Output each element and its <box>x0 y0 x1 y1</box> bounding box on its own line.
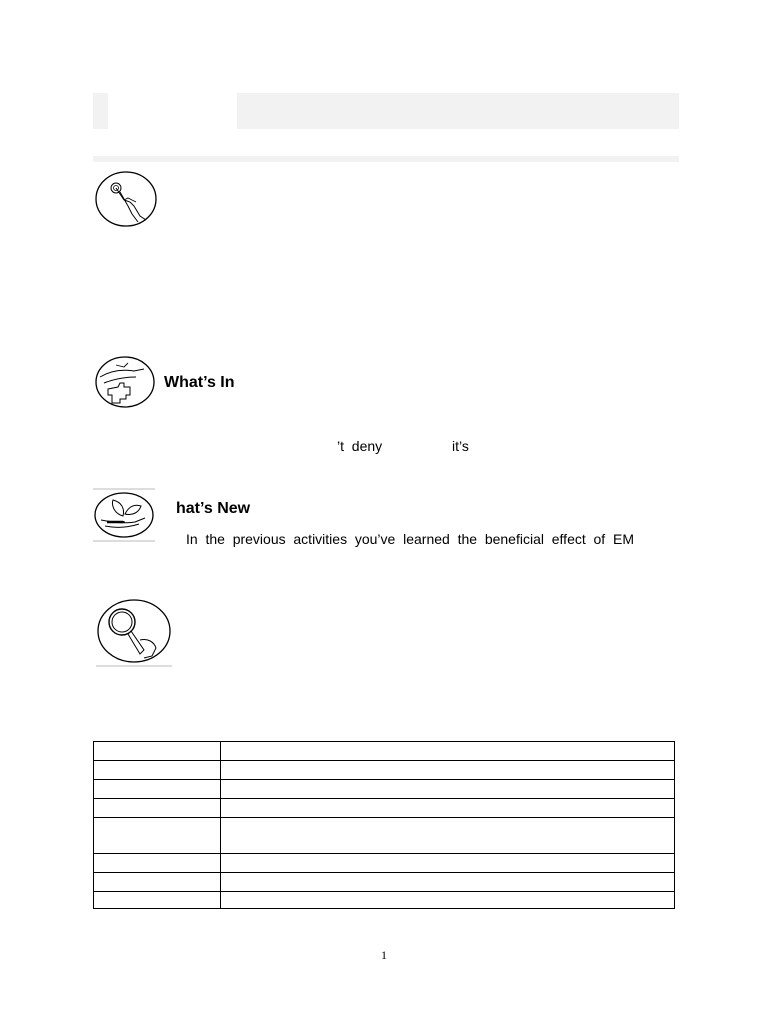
table-row <box>94 799 675 818</box>
page-number: 1 <box>381 948 387 962</box>
magnifier-hand-icon <box>94 598 174 668</box>
table-cell <box>94 742 221 761</box>
table-cell <box>221 892 675 909</box>
table-cell <box>94 873 221 892</box>
header-divider <box>93 156 679 162</box>
table-row <box>94 854 675 873</box>
table-cell <box>221 873 675 892</box>
header-box-left <box>93 93 108 129</box>
header-box-right <box>237 93 679 129</box>
table-cell <box>221 761 675 780</box>
leaf-hand-icon <box>93 488 155 542</box>
whats-in-fragment-1: ’t deny <box>337 438 383 454</box>
table-cell <box>221 742 675 761</box>
table-row <box>94 780 675 799</box>
table-row <box>94 761 675 780</box>
content-table <box>93 741 675 909</box>
table-cell <box>94 799 221 818</box>
whats-new-heading: hat’s New <box>176 500 251 517</box>
table-cell <box>221 854 675 873</box>
table-cell <box>94 761 221 780</box>
table-row <box>94 818 675 854</box>
table-row <box>94 873 675 892</box>
table-cell <box>94 854 221 873</box>
whats-in-fragment-2: it’s <box>452 438 469 454</box>
table-row <box>94 742 675 761</box>
table-cell <box>94 818 221 854</box>
table-row <box>94 892 675 909</box>
table-cell <box>94 892 221 909</box>
table-cell <box>221 818 675 854</box>
puzzle-hand-icon <box>94 355 156 409</box>
table-cell <box>221 780 675 799</box>
whats-in-heading: What’s In <box>164 374 235 391</box>
hand-tap-icon <box>94 170 158 228</box>
whats-new-body: In the previous activities you’ve learned the beneficial effect of EM <box>186 531 634 547</box>
table-cell <box>94 780 221 799</box>
table-cell <box>221 799 675 818</box>
